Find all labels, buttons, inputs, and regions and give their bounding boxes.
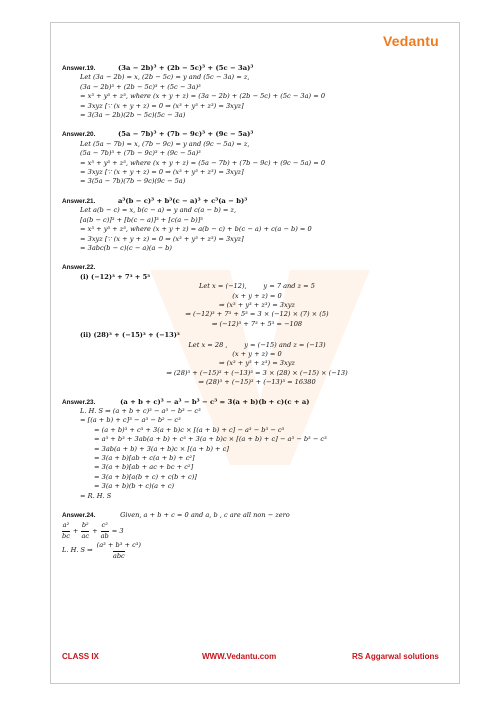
solution-line: = 3xyz [∵ (x + y + z) = 0 ⇒ (x³ + y³ + z³) = 3xyz] — [80, 101, 244, 110]
denominator: abc — [112, 551, 125, 560]
answer-24 — [62, 511, 452, 561]
question-expression: (3a − 2b)³ + (2b − 5c)³ + (5c − 3a)³ — [118, 64, 254, 72]
part-2-lines — [62, 341, 452, 388]
part-1-title: (i) (−12)³ + 7³ + 5³ — [80, 272, 151, 281]
solution-line: = 3(a + b)(b + c)(a + c) — [94, 482, 175, 491]
solution-line: = 3(a + b)[ab + ac + bc + c²] — [94, 463, 194, 472]
numerator: b² — [81, 521, 89, 530]
solution-line: = a³ + b³ + 3ab(a + b) + c³ + 3(a + b)c × [(a + b) + c] − a³ − b³ − c³ — [94, 435, 327, 444]
solution-line: ⇒ (x³ + y³ + z³) = 3xyz — [219, 300, 295, 309]
answer-21 — [62, 197, 452, 253]
solution-line: ⇒ (−12)³ + 7³ + 5³ = −108 — [211, 319, 303, 328]
equation-rhs: = 3 — [111, 526, 124, 535]
fraction — [101, 521, 109, 541]
vedantu-logo: Vedantu — [383, 33, 439, 49]
answer-list — [62, 64, 452, 253]
solution-line: = x³ + y³ + z³, where (x + y + z) = a(b − c) + b(c − a) + c(a − b) = 0 — [80, 225, 312, 234]
solution-line: = 3(a + b)[ab + c(a + b) + c²] — [94, 454, 195, 463]
denominator: ab — [100, 531, 109, 540]
solution-line: ⇒ (x³ + y³ + z³) = 3xyz — [219, 359, 295, 368]
solution-line: = 3(3a − 2b)(2b − 5c)(5c − 3a) — [80, 111, 186, 120]
solution-line: ⇒ (28)³ + (−15)³ + (−13)³ = 3 × (28) × (−15) × (−13) — [166, 368, 348, 377]
solution-line: Let x = (−12), y = 7 and z = 5 — [199, 282, 315, 291]
lhs-line — [62, 541, 452, 561]
lhs-prefix: L. H. S ⇒ — [62, 546, 93, 555]
solution-line: Let (5a − 7b) = x, (7b − 9c) = y and (9c − 5a) = z, — [80, 139, 250, 148]
answer-22 — [62, 263, 452, 387]
given-statement: Given, a + b + c = 0 and a, b , c are all non − zero — [120, 511, 290, 520]
solution-line: Let a(b − c) = x, b(c − a) = y and c(a − b) = z, — [80, 206, 237, 215]
solution-line: L. H. S ⇒ (a + b + c)³ − a³ − b³ − c³ — [80, 407, 201, 415]
solution-line: ⇒ (−12)³ + 7³ + 5³ = 3 × (−12) × (7) × (5) — [185, 310, 329, 319]
solution-line: = x³ + y³ + z³, where (x + y + z) = (5a − 7b) + (7b − 9c) + (9c − 5a) = 0 — [80, 158, 326, 167]
solution-line: = (a + b)³ + c³ + 3(a + b)c × [(a + b) + c] − a³ − b³ − c³ — [94, 425, 285, 434]
answer-label: Answer.20. — [62, 131, 96, 139]
numerator: (a³ + b³ + c³) — [96, 541, 142, 550]
denominator: ac — [81, 531, 90, 540]
solution-line: = 3xyz [∵ (x + y + z) = 0 ⇒ (x³ + y³ + z³) = 3xyz] — [80, 168, 244, 177]
page-content — [62, 64, 452, 571]
question-expression: (a + b + c)³ − a³ − b³ − c³ = 3(a + b)(b + c)(c + a) — [120, 397, 310, 406]
answer-23-lines — [62, 407, 452, 501]
solution-line: (x + y + z) = 0 — [232, 291, 282, 300]
fraction — [81, 521, 89, 541]
numerator: a² — [62, 521, 70, 530]
solution-line: = 3(5a − 7b)(7b − 9c)(9c − 5a) — [80, 177, 186, 186]
answer-23 — [62, 398, 452, 501]
footer-website-link[interactable]: WWW.Vedantu.com — [202, 652, 277, 661]
solution-line: = [(a + b) + c]³ − a³ − b² − c³ — [80, 416, 181, 425]
solution-line: = 3xyz [∵ (x + y + z) = 0 ⇒ (x³ + y³ + z³) = 3xyz] — [80, 234, 244, 243]
question-expression: (5a − 7b)³ + (7b − 9c)³ + (9c − 5a)³ — [118, 130, 254, 139]
solution-line: = x³ + y³ + z³, where (x + y + z) = (3a − 2b) + (2b − 5c) + (5c − 3a) = 0 — [80, 92, 326, 101]
answer-label: Answer.22. — [62, 264, 96, 272]
answer-20 — [62, 130, 452, 186]
footer-class: CLASS IX — [62, 652, 99, 661]
footer-book-title: RS Aggarwal solutions — [352, 652, 439, 661]
solution-line: (5a − 7b)³ + (7b − 9c)³ + (9c − 5a)³ — [80, 149, 201, 158]
answer-label: Answer.23. — [62, 398, 96, 406]
answer-label: Answer.21. — [62, 197, 96, 205]
solution-line: [a(b − c)]³ + [b(c − a)]³ + [c(a − b)]³ — [80, 215, 203, 224]
fraction-equation: $\frac{\text{a²}}{bc}$ + $\frac{\text{b²}}{ac}$ + $\frac{\text{c²}}{ab}$ = 3 — [62, 521, 124, 540]
solution-line: Let (3a − 2b) = x, (2b − 5c) = y and (5c − 3a) = z, — [80, 73, 250, 82]
solution-line: = 3(a + b)[a(b + c) + c(b + c)] — [94, 472, 197, 481]
fraction — [97, 541, 141, 561]
solution-line: = 3ab(a + b) + 3(a + b)c × [(a + b) + c] — [94, 444, 229, 453]
part-1-lines — [62, 282, 452, 329]
answer-label: Answer.19. — [62, 65, 96, 72]
solution-line: (3a − 2b)³ + (2b − 5c)³ + (5c − 3a)³ — [80, 82, 201, 91]
answer-19 — [62, 64, 452, 120]
solution-line: Let x = 28 , y = (−15) and z = (−13) — [188, 340, 326, 349]
denominator: bc — [62, 531, 70, 540]
part-2-title: (ii) (28)³ + (−15)³ + (−13)³ — [80, 331, 180, 340]
solution-line: ⇒ (28)³ + (−15)³ + (−13)³ = 16380 — [198, 378, 316, 387]
question-expression: a³(b − c)³ + b³(c − a)³ + c³(a − b)³ — [118, 196, 248, 205]
solution-line: = R. H. S — [80, 491, 112, 500]
solution-line: = 3abc(b − c)(c − a)(a − b) — [80, 243, 172, 252]
numerator: c² — [101, 521, 108, 530]
answer-label: Answer.24. — [62, 512, 96, 520]
solution-line: (x + y + z) = 0 — [232, 349, 282, 358]
fraction — [62, 521, 70, 541]
